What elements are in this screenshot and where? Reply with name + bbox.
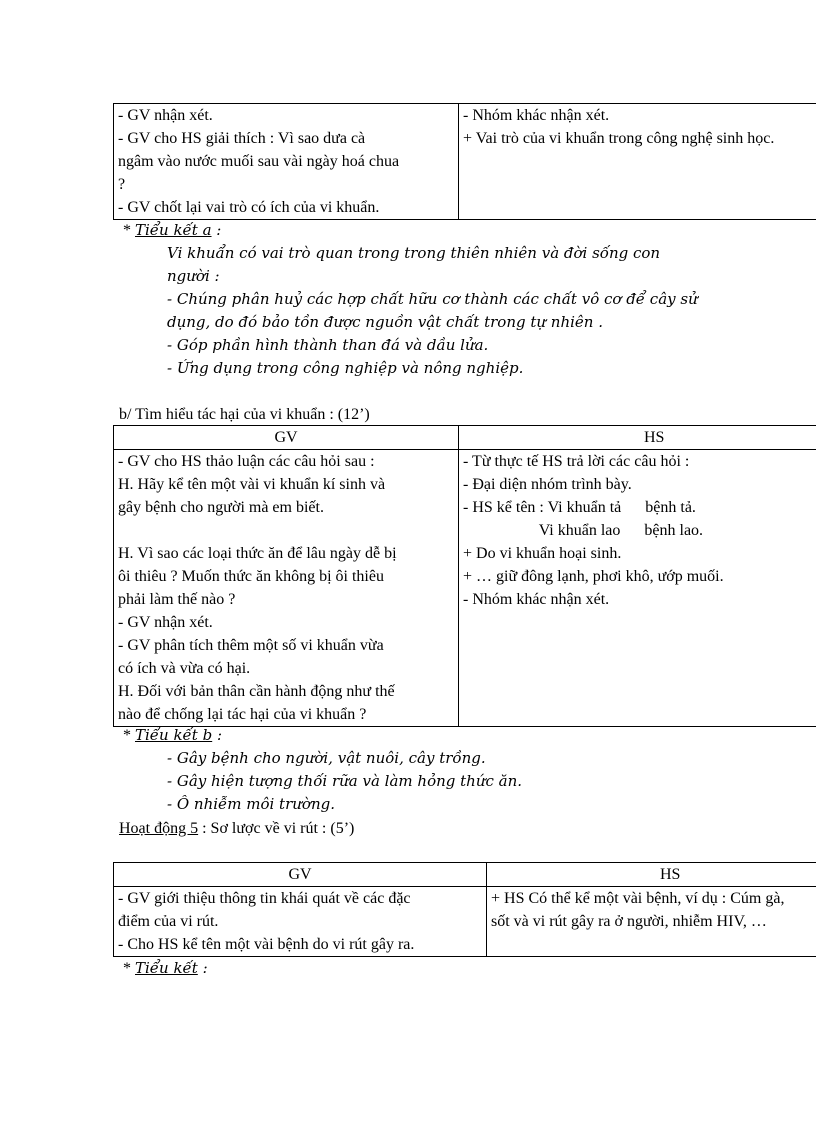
text-line: H. Đối với bản thân cần hành động như thế — [118, 683, 395, 700]
text-line: - Chúng phân huỷ các hợp chất hữu cơ thành các chất vô cơ để cây sử — [167, 290, 698, 308]
summary-a-label: Tiểu kết a — [135, 221, 212, 239]
text-line: H. Hãy kể tên một vài vi khuẩn kí sinh và — [118, 476, 386, 493]
summary-a-heading — [123, 219, 221, 242]
text-line: H. Vì sao các loại thức ăn để lâu ngày dễ bị — [118, 545, 397, 562]
table-2-left-cell — [114, 450, 459, 727]
table-2 — [113, 425, 816, 727]
table-3 — [113, 862, 816, 957]
summary-b-colon: : — [212, 726, 223, 744]
table-1 — [113, 103, 816, 220]
text-line: - Ô nhiễm môi trường. — [167, 795, 335, 813]
summary-b-heading — [123, 724, 222, 747]
text-line: + Vai trò của vi khuẩn trong công nghệ sinh học. — [463, 130, 775, 147]
activity-5-title — [119, 817, 354, 840]
text-line: - Ứng dụng trong công nghiệp và nông nghiệp. — [167, 359, 524, 377]
table-2-header-gv: GV — [114, 426, 459, 450]
text-line: ? — [118, 176, 126, 193]
text-line: ôi thiêu ? Muốn thức ăn không bị ôi thiêu — [118, 568, 384, 585]
summary-final-label: Tiểu kết — [135, 959, 198, 977]
text-line: - GV giới thiệu thông tin khái quát về các đặc — [118, 890, 411, 907]
text-line: - GV nhận xét. — [118, 614, 213, 631]
text-line: - GV nhận xét. — [118, 107, 213, 124]
summary-final-star: * — [123, 960, 135, 977]
activity-5-rest: : Sơ lược về vi rút : (5’) — [198, 820, 355, 837]
table-2-right-cell — [459, 450, 816, 727]
section-b-title: b/ Tìm hiểu tác hại của vi khuẩn : (12’) — [119, 406, 370, 423]
text-line: - GV phân tích thêm một số vi khuẩn vừa — [118, 637, 384, 654]
text-line: nào để chống lại tác hại của vi khuẩn ? — [118, 706, 367, 723]
text-line: - Gây bệnh cho người, vật nuôi, cây trồng. — [167, 749, 486, 767]
text-line: + Do vi khuẩn hoại sinh. — [463, 545, 622, 562]
table-3-header-gv: GV — [114, 863, 487, 887]
table-2-header-hs: HS — [459, 426, 816, 450]
text-line: - GV chốt lại vai trò có ích của vi khuẩn. — [118, 199, 380, 216]
table-3-right-cell — [487, 887, 816, 957]
text-line: có ích và vừa có hại. — [118, 660, 251, 677]
text-line: sốt và vi rút gây ra ở người, nhiễm HIV, … — [491, 913, 767, 930]
text-line: - Gây hiện tượng thối rữa và làm hỏng thức ăn. — [167, 772, 523, 790]
text-line: dụng, do đó bảo tồn được nguồn vật chất trong tự nhiên . — [167, 313, 604, 331]
table-3-left-cell — [114, 887, 487, 957]
text-line: - HS kể tên : Vi khuẩn tả bệnh tả. — [463, 499, 696, 516]
summary-a-star: * — [123, 222, 135, 239]
text-line: Vi khuẩn có vai trò quan trong trong thiên nhiên và đời sống con — [167, 244, 661, 262]
text-line: - Từ thực tế HS trả lời các câu hỏi : — [463, 453, 690, 470]
text-line: - Góp phần hình thành than đá và dầu lửa. — [167, 336, 489, 354]
activity-5-label: Hoạt động 5 — [119, 820, 199, 837]
text-line: - Nhóm khác nhận xét. — [463, 591, 610, 608]
text-line: + … giữ đông lạnh, phơi khô, ướp muối. — [463, 568, 724, 585]
summary-b-star: * — [123, 727, 135, 744]
text-line: điểm của vi rút. — [118, 913, 219, 930]
summary-a-colon: : — [211, 221, 222, 239]
table-3-header-hs: HS — [487, 863, 816, 887]
table-1-right-cell — [459, 104, 816, 220]
summary-b-body — [167, 747, 522, 816]
text-line: - Nhóm khác nhận xét. — [463, 107, 610, 124]
text-line: + HS Có thể kể một vài bệnh, ví dụ : Cúm gà, — [491, 890, 785, 907]
summary-a-body — [167, 242, 698, 380]
summary-b-label: Tiểu kết b — [135, 726, 213, 744]
table-1-left-cell — [114, 104, 459, 220]
text-line: Vi khuẩn lao bệnh lao. — [463, 522, 704, 539]
text-line: gây bệnh cho người mà em biết. — [118, 499, 324, 516]
text-line: ngâm vào nước muối sau vài ngày hoá chua — [118, 153, 400, 170]
text-line: - Cho HS kể tên một vài bệnh do vi rút gây ra. — [118, 936, 415, 953]
text-line: phải làm thế nào ? — [118, 591, 236, 608]
summary-final-heading — [123, 957, 208, 980]
text-line: - GV cho HS giải thích : Vì sao dưa cà — [118, 130, 366, 147]
summary-final-colon: : — [197, 959, 208, 977]
text-line: - Đại diện nhóm trình bày. — [463, 476, 632, 493]
text-line: người : — [167, 267, 220, 285]
text-line: - GV cho HS thảo luận các câu hỏi sau : — [118, 453, 375, 470]
text-line — [118, 519, 454, 542]
